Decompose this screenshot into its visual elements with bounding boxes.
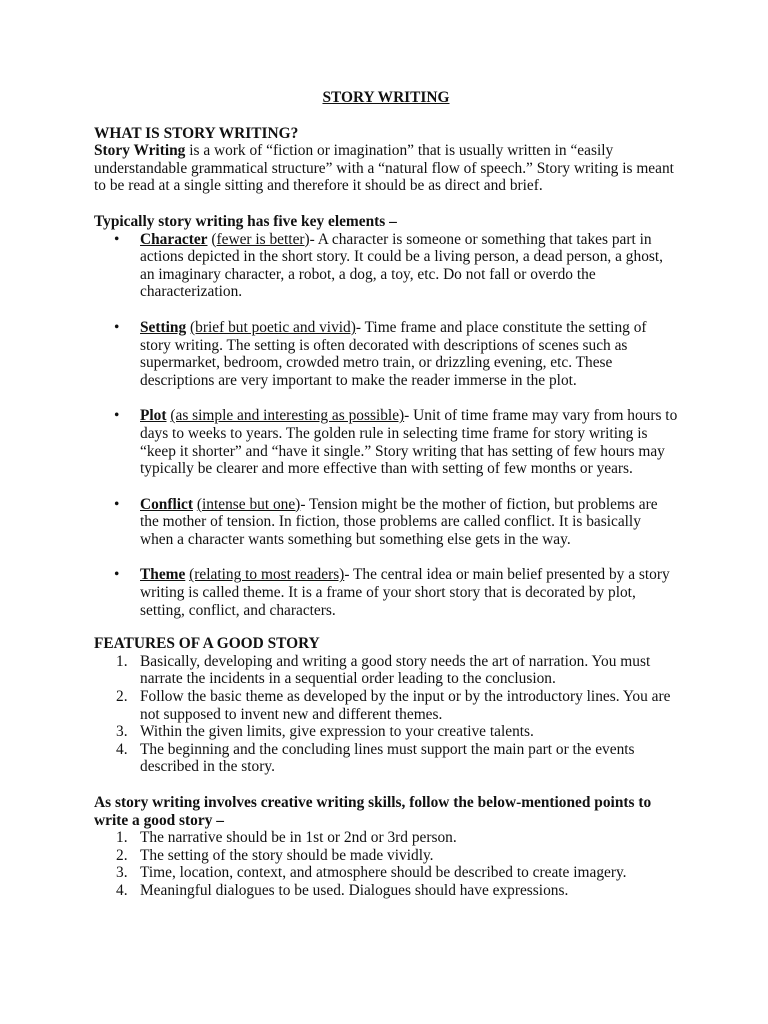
element-term: Conflict — [140, 495, 194, 513]
bullet-icon: • — [114, 407, 120, 425]
feature-item — [94, 723, 678, 741]
feature-number: 3. — [116, 723, 128, 741]
element-term: Setting — [140, 318, 187, 336]
point-item — [94, 847, 678, 865]
intro-text: is a work of “fiction or imagination” that is usually written in “easily understandable grammatical structure” with a “natural flow of speech.” Story writing is meant to be read at a single sitting and therefore it should be as direct and brief. — [94, 142, 674, 195]
point-item — [94, 829, 678, 847]
features-list — [94, 653, 678, 776]
element-text: - The central idea or main belief presented by a story writing is called theme. It is a frame of your short story that is decorated by plot, setting, conflict, and characters. — [140, 566, 670, 619]
element-term: Character — [140, 230, 208, 248]
point-item — [94, 864, 678, 882]
element-term: Theme — [140, 566, 186, 584]
element-text: - A character is someone or something that takes part in actions depicted in the short story. It could be a living person, a dead person, a ghost, an imaginary character, a robot, a dog, a toy, etc. Do not fall or overdo the characterization. — [140, 230, 664, 301]
feature-number: 2. — [116, 688, 128, 706]
feature-text: Within the given limits, give expression to your creative talents. — [140, 723, 534, 741]
feature-item — [94, 741, 678, 776]
element-item-theme — [94, 566, 678, 619]
element-text: - Time frame and place constitute the setting of story writing. The setting is often decorated with descriptions of scenes such as supermarket, bedroom, crowded metro train, or drizzling evening, etc. These descriptions are very important to make the reader immerse in the plot. — [140, 318, 647, 389]
point-text: Time, location, context, and atmosphere should be described to create imagery. — [140, 864, 627, 882]
element-item-conflict — [94, 496, 678, 549]
point-number: 4. — [116, 881, 128, 899]
feature-text: Basically, developing and writing a good story needs the art of narration. You must narrate the incidents in a sequential order leading to the conclusion. — [140, 652, 651, 688]
feature-item — [94, 653, 678, 688]
section-heading-what-is: WHAT IS STORY WRITING? — [94, 124, 299, 142]
feature-text: The beginning and the concluding lines must support the main part or the events described in the story. — [140, 740, 635, 776]
point-text: Meaningful dialogues to be used. Dialogues should have expressions. — [140, 881, 569, 899]
features-heading: FEATURES OF A GOOD STORY — [94, 635, 320, 653]
bullet-icon: • — [114, 495, 120, 513]
intro-lead: Story Writing — [94, 142, 186, 160]
elements-list — [94, 231, 678, 620]
point-number: 1. — [116, 829, 128, 847]
element-qualifier: (relating to most readers) — [189, 566, 345, 584]
feature-item — [94, 688, 678, 723]
points-heading: As story writing involves creative writing skills, follow the below-mentioned points to write a good story – — [94, 794, 652, 829]
point-item — [94, 882, 678, 900]
feature-number: 1. — [116, 652, 128, 670]
bullet-icon: • — [114, 230, 120, 248]
document-title: STORY WRITING — [322, 89, 450, 106]
elements-heading: Typically story writing has five key elements – — [94, 212, 397, 230]
point-text: The narrative should be in 1st or 2nd or 3rd person. — [140, 829, 457, 847]
intro-paragraph — [94, 142, 678, 195]
bullet-icon: • — [114, 566, 120, 584]
point-number: 3. — [116, 864, 128, 882]
element-text: - Tension might be the mother of fiction, but problems are the mother of tension. In fiction, those problems are called conflict. It is basically when a character wants something but something else gets in the way. — [140, 495, 658, 548]
element-qualifier: (intense but one) — [196, 495, 301, 513]
feature-number: 4. — [116, 740, 128, 758]
element-item-plot — [94, 407, 678, 477]
feature-text: Follow the basic theme as developed by the input or by the introductory lines. You are not supposed to invent new and different themes. — [140, 688, 671, 723]
point-text: The setting of the story should be made vividly. — [140, 846, 434, 864]
document-content — [94, 89, 678, 900]
element-item-setting — [94, 319, 678, 389]
points-list — [94, 829, 678, 899]
element-text: - Unit of time frame may vary from hours to days to weeks to years. The golden rule in selecting time frame for story writing is “keep it shorter” and “have it single.” Story writing that has setting of few hours may typically be clearer and more effective than with setting of few months or years. — [140, 407, 678, 478]
element-qualifier: (as simple and interesting as possible) — [170, 407, 405, 425]
element-qualifier: (brief but poetic and vivid) — [190, 318, 356, 336]
point-number: 2. — [116, 846, 128, 864]
bullet-icon: • — [114, 318, 120, 336]
element-term: Plot — [140, 407, 167, 425]
element-item-character — [94, 231, 678, 301]
element-qualifier: (fewer is better) — [211, 230, 310, 248]
